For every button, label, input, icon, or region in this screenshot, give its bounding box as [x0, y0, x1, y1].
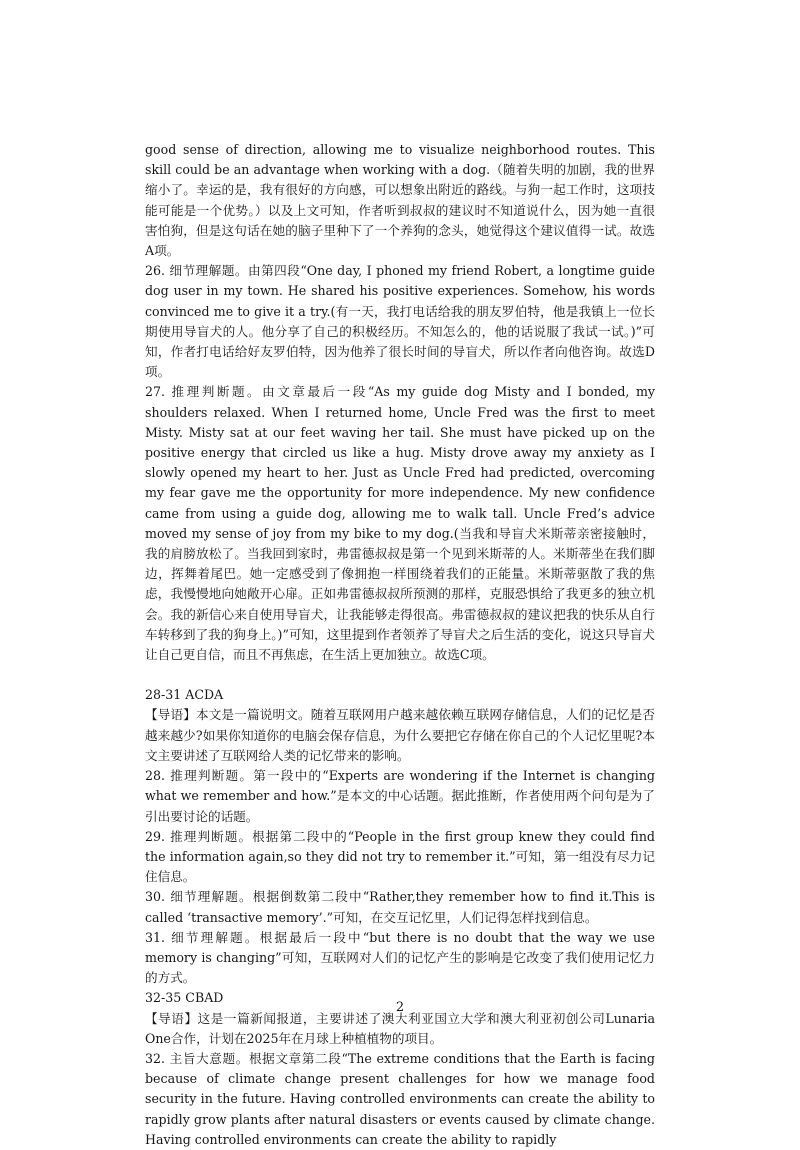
paragraph-q32: 32. 主旨大意题。根据文章第二段“The extreme conditions that the Earth is facing because of climate change present challenges for how we manage food security in the future. Having controlled environments can create the ability to rapidly grow plants after natural disasters or events caused by climate change. Having controlled environments can create the ability to rapidly [145, 1050, 655, 1147]
paragraph-q26: 26. 细节理解题。由第四段“One day, I phoned my friend Robert, a longtime guide dog user in my town. He shared his positive experiences. Somehow, his words convinced me to give it a try.(有一天，我打电话给我的朋友罗伯特，他是我镇上一位长期使用导盲犬的人。他分享了自己的积极经历。不知怎么的，他的话说服了我试一试。)”可知，作者打电话给好友罗伯特，因为他养了很长时间的导盲犬，所以作者向他咨询。故选D项。 [145, 263, 655, 380]
paragraph-continuation: good sense of direction, allowing me to visualize neighborhood routes. This skill could be an advantage when working with a dog.（随着失明的加剧，我的世界缩小了。幸运的是，我有很好的方向感，可以想象出附近的路线。与狗一起工作时，这项技能可能是一个优势。）以及上文可知，作者听到叔叔的建议时不知道说什么，因为她一直很害怕狗，但是这句话在她的脑子里种下了一个养狗的念头，她觉得这个建议值得一试。故选A项。 [145, 142, 655, 259]
paragraph-q31: 31. 细节理解题。根据最后一段中“but there is no doubt that the way we use memory is changing”可知，互联网对人们的记忆产生的影响是它改变了我们使用记忆力的方式。 [145, 929, 655, 986]
answer-key-28-31: 28-31 ACDA [145, 687, 224, 703]
blank-line [145, 665, 655, 685]
paragraph-q30: 30. 细节理解题。根据倒数第二段中“Rather,they remember how to find it.This is called ‘transactive memory’.”可知，在交互记忆里，人们记得怎样找到信息。 [145, 889, 655, 925]
page-number: 2 [395, 1000, 405, 1015]
page-text [145, 140, 655, 1150]
paragraph-q28: 28. 推理判断题。第一段中的“Experts are wondering if the Internet is changing what we remember and how.”是本文的中心话题。据此推断，作者使用两个问句是为了引出要讨论的话题。 [145, 768, 655, 824]
paragraph-q27: 27. 推理判断题。由文章最后一段“As my guide dog Misty and I bonded, my shoulders relaxed. When I returned home, Uncle Fred was the first to meet Misty. Misty sat at our feet waving her tail. She must have picked up on the positive energy that circled us like a hug. Misty drove away my anxiety as I slowly opened my heart to her. Just as Uncle Fred had predicted, overcoming my fear gave me the opportunity for more independence. My new confidence came from using a guide dog, allowing me to walk tall. Uncle Fred’s advice moved my sense of joy from my bike to my dog.(当我和导盲犬米斯蒂亲密接触时，我的肩膀放松了。当我回到家时，弗雷德叔叔是第一个见到米斯蒂的人。米斯蒂坐在我们脚边，挥舞着尾巴。她一定感受到了像拥抱一样围绕着我们的正能量。米斯蒂驱散了我的焦虑，我慢慢地向她敞开心扉。正如弗雷德叔叔所预测的那样，克服恐惧给了我更多的独立机会。我的新信心来自使用导盲犬，让我能够走得很高。弗雷德叔叔的建议把我的快乐从自行车转移到了我的狗身上。)”可知，这里提到作者领养了导盲犬之后生活的变化，说这只导盲犬让自己更自信，而且不再焦虑，在生活上更加独立。故选C项。 [145, 384, 655, 663]
intro-passage-32-35: 【导语】这是一篇新闻报道，主要讲述了澳大利亚国立大学和澳大利亚初创公司Lunaria One合作，计划在2025年在月球上种植植物的项目。 [145, 1010, 655, 1046]
intro-passage-28-31: 【导语】本文是一篇说明文。随着互联网用户越来越依赖互联网存储信息，人们的记忆是否越来越少?如果你知道你的电脑会保存信息，为什么要把它存储在你自己的个人记忆里呢?本文主要讲述了互联网给人类的记忆带来的影响。 [145, 707, 655, 763]
answer-key-32-35: 32-35 CBAD [145, 990, 224, 1006]
paragraph-q29: 29. 推理判断题。根据第二段中的“People in the first group knew they could find the information again,so they did not try to remember it.”可知，第一组没有尽力记住信息。 [145, 828, 655, 885]
